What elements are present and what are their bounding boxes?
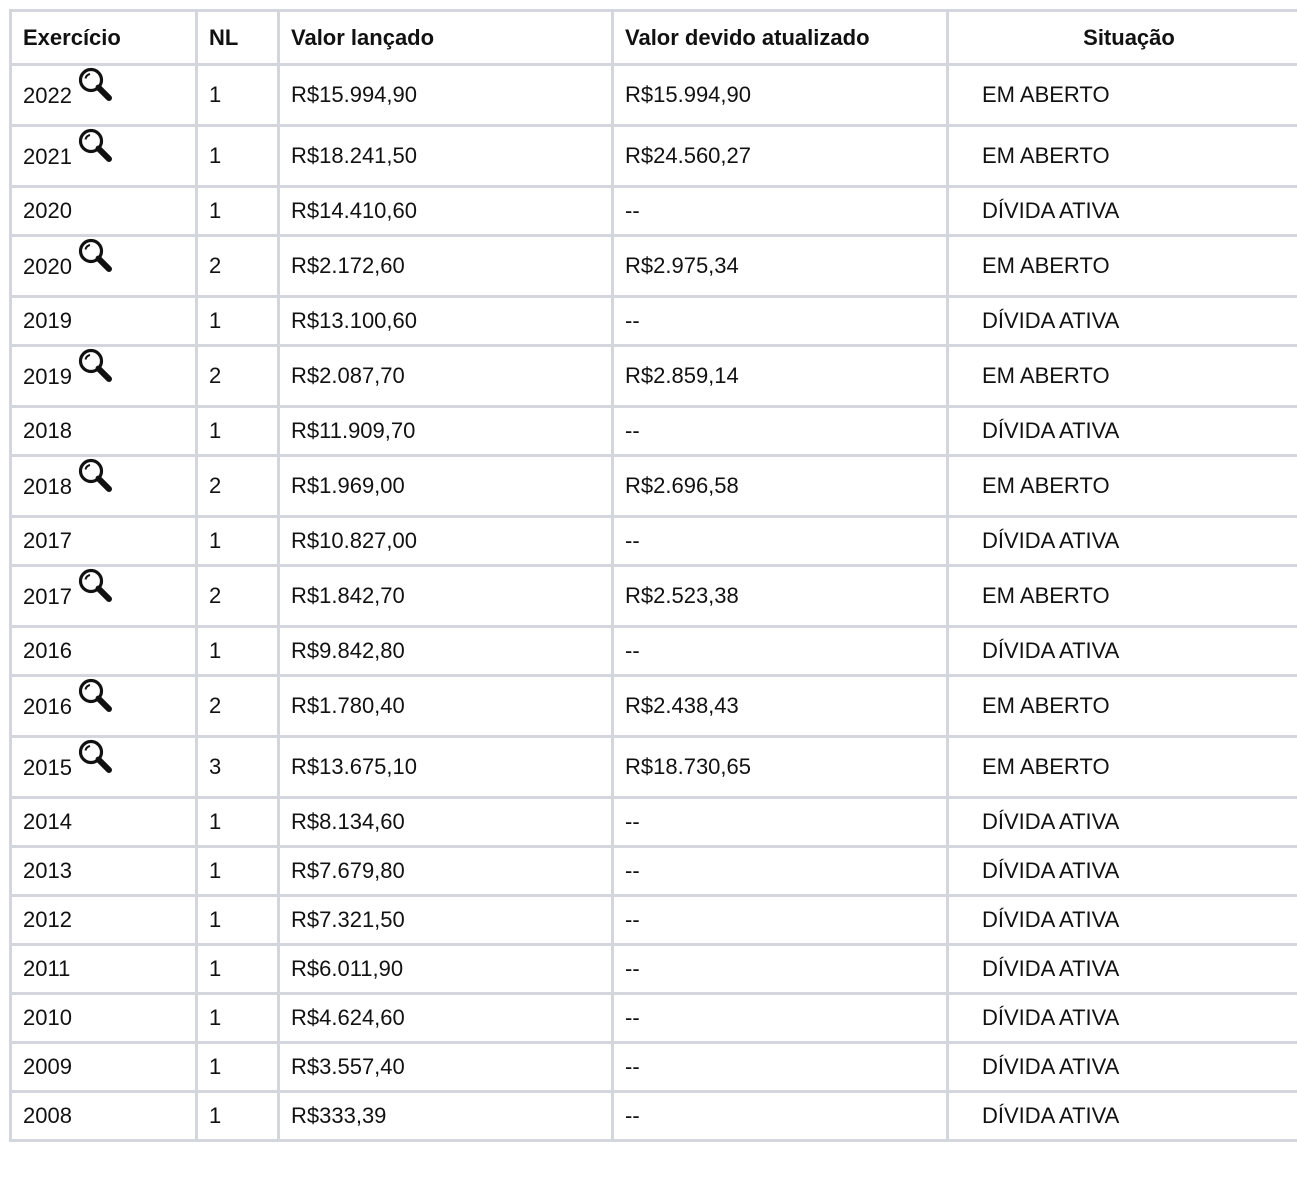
cell-exercicio bbox=[11, 187, 197, 236]
header-nl[interactable]: NL bbox=[197, 11, 279, 65]
cell-valor-devido: -- bbox=[613, 1092, 948, 1141]
table-row bbox=[11, 847, 1297, 896]
cell-nl: 1 bbox=[197, 407, 279, 456]
cell-situacao: DÍVIDA ATIVA bbox=[948, 798, 1297, 847]
cell-valor-devido: -- bbox=[613, 994, 948, 1043]
cell-valor-devido: R$2.859,14 bbox=[613, 346, 948, 407]
cell-exercicio bbox=[11, 945, 197, 994]
table-row bbox=[11, 1043, 1297, 1092]
cell-valor-devido: R$2.975,34 bbox=[613, 236, 948, 297]
cell-valor-lancado: R$8.134,60 bbox=[279, 798, 613, 847]
table-row bbox=[11, 737, 1297, 798]
cell-valor-lancado: R$4.624,60 bbox=[279, 994, 613, 1043]
table-body bbox=[11, 65, 1297, 1141]
cell-valor-lancado: R$1.969,00 bbox=[279, 456, 613, 517]
exercicio-year: 2020 bbox=[23, 254, 72, 279]
exercicio-year: 2014 bbox=[23, 809, 72, 834]
exercicio-year: 2018 bbox=[23, 474, 72, 499]
cell-valor-lancado: R$7.321,50 bbox=[279, 896, 613, 945]
cell-valor-devido: -- bbox=[613, 627, 948, 676]
exercicio-year: 2008 bbox=[23, 1103, 72, 1128]
cell-nl: 1 bbox=[197, 297, 279, 346]
exercicio-year: 2009 bbox=[23, 1054, 72, 1079]
exercicio-year: 2021 bbox=[23, 144, 72, 169]
cell-situacao: DÍVIDA ATIVA bbox=[948, 896, 1297, 945]
table-row bbox=[11, 236, 1297, 297]
cell-valor-devido: -- bbox=[613, 187, 948, 236]
cell-exercicio bbox=[11, 676, 197, 737]
exercicio-year: 2012 bbox=[23, 907, 72, 932]
cell-nl: 1 bbox=[197, 1092, 279, 1141]
cell-situacao: EM ABERTO bbox=[948, 566, 1297, 627]
cell-valor-lancado: R$6.011,90 bbox=[279, 945, 613, 994]
cell-valor-lancado: R$14.410,60 bbox=[279, 187, 613, 236]
cell-valor-devido: -- bbox=[613, 517, 948, 566]
exercicio-year: 2018 bbox=[23, 418, 72, 443]
magnifier-icon[interactable] bbox=[76, 456, 116, 496]
cell-valor-devido: -- bbox=[613, 1043, 948, 1092]
cell-exercicio bbox=[11, 1092, 197, 1141]
cell-exercicio bbox=[11, 297, 197, 346]
table-row bbox=[11, 945, 1297, 994]
header-exercicio[interactable]: Exercício bbox=[11, 11, 197, 65]
cell-valor-devido: R$15.994,90 bbox=[613, 65, 948, 126]
magnifier-icon[interactable] bbox=[76, 236, 116, 276]
exercicio-year: 2022 bbox=[23, 83, 72, 108]
cell-situacao: EM ABERTO bbox=[948, 737, 1297, 798]
cell-nl: 2 bbox=[197, 456, 279, 517]
cell-exercicio bbox=[11, 798, 197, 847]
cell-nl: 1 bbox=[197, 517, 279, 566]
cell-valor-lancado: R$13.100,60 bbox=[279, 297, 613, 346]
cell-exercicio bbox=[11, 627, 197, 676]
cell-valor-lancado: R$3.557,40 bbox=[279, 1043, 613, 1092]
cell-valor-lancado: R$7.679,80 bbox=[279, 847, 613, 896]
header-situacao[interactable]: Situação bbox=[948, 11, 1297, 65]
cell-nl: 1 bbox=[197, 65, 279, 126]
cell-valor-devido: R$24.560,27 bbox=[613, 126, 948, 187]
cell-situacao: DÍVIDA ATIVA bbox=[948, 627, 1297, 676]
cell-exercicio bbox=[11, 517, 197, 566]
exercicio-year: 2016 bbox=[23, 694, 72, 719]
table-row bbox=[11, 627, 1297, 676]
table-row bbox=[11, 126, 1297, 187]
header-valor-devido[interactable]: Valor devido atualizado bbox=[613, 11, 948, 65]
cell-exercicio bbox=[11, 407, 197, 456]
table-row bbox=[11, 566, 1297, 627]
cell-situacao: EM ABERTO bbox=[948, 456, 1297, 517]
table-row bbox=[11, 896, 1297, 945]
cell-nl: 2 bbox=[197, 346, 279, 407]
cell-valor-devido: R$2.438,43 bbox=[613, 676, 948, 737]
cell-exercicio bbox=[11, 847, 197, 896]
cell-situacao: DÍVIDA ATIVA bbox=[948, 994, 1297, 1043]
cell-valor-devido: R$18.730,65 bbox=[613, 737, 948, 798]
cell-exercicio bbox=[11, 456, 197, 517]
exercicio-year: 2010 bbox=[23, 1005, 72, 1030]
cell-exercicio bbox=[11, 566, 197, 627]
table-row bbox=[11, 297, 1297, 346]
exercicio-year: 2020 bbox=[23, 198, 72, 223]
exercicio-year: 2017 bbox=[23, 528, 72, 553]
cell-exercicio bbox=[11, 994, 197, 1043]
cell-exercicio bbox=[11, 236, 197, 297]
cell-exercicio bbox=[11, 737, 197, 798]
cell-nl: 1 bbox=[197, 187, 279, 236]
cell-nl: 1 bbox=[197, 126, 279, 187]
table-row bbox=[11, 407, 1297, 456]
cell-valor-lancado: R$1.842,70 bbox=[279, 566, 613, 627]
cell-valor-devido: -- bbox=[613, 945, 948, 994]
table-row bbox=[11, 798, 1297, 847]
table-row bbox=[11, 676, 1297, 737]
magnifier-icon[interactable] bbox=[76, 737, 116, 777]
magnifier-icon[interactable] bbox=[76, 676, 116, 716]
cell-nl: 2 bbox=[197, 676, 279, 737]
exercicio-year: 2015 bbox=[23, 755, 72, 780]
cell-valor-devido: -- bbox=[613, 798, 948, 847]
exercicio-year: 2013 bbox=[23, 858, 72, 883]
table-row bbox=[11, 1092, 1297, 1141]
cell-nl: 1 bbox=[197, 1043, 279, 1092]
cell-valor-devido: R$2.696,58 bbox=[613, 456, 948, 517]
cell-nl: 1 bbox=[197, 945, 279, 994]
cell-valor-lancado: R$333,39 bbox=[279, 1092, 613, 1141]
exercicio-year: 2019 bbox=[23, 308, 72, 333]
exercicio-year: 2017 bbox=[23, 584, 72, 609]
tax-table-container bbox=[9, 9, 1297, 1142]
cell-valor-lancado: R$9.842,80 bbox=[279, 627, 613, 676]
cell-situacao: DÍVIDA ATIVA bbox=[948, 187, 1297, 236]
header-row bbox=[11, 11, 1297, 65]
cell-valor-lancado: R$15.994,90 bbox=[279, 65, 613, 126]
cell-valor-devido: -- bbox=[613, 407, 948, 456]
cell-exercicio bbox=[11, 1043, 197, 1092]
cell-situacao: DÍVIDA ATIVA bbox=[948, 1043, 1297, 1092]
table-row bbox=[11, 456, 1297, 517]
table-row bbox=[11, 517, 1297, 566]
cell-nl: 1 bbox=[197, 798, 279, 847]
cell-valor-devido: -- bbox=[613, 297, 948, 346]
table-row bbox=[11, 187, 1297, 236]
exercicio-year: 2016 bbox=[23, 638, 72, 663]
cell-valor-lancado: R$13.675,10 bbox=[279, 737, 613, 798]
cell-situacao: DÍVIDA ATIVA bbox=[948, 1092, 1297, 1141]
cell-nl: 1 bbox=[197, 847, 279, 896]
cell-situacao: DÍVIDA ATIVA bbox=[948, 297, 1297, 346]
cell-situacao: EM ABERTO bbox=[948, 236, 1297, 297]
table-row bbox=[11, 346, 1297, 407]
cell-valor-devido: R$2.523,38 bbox=[613, 566, 948, 627]
cell-situacao: DÍVIDA ATIVA bbox=[948, 847, 1297, 896]
cell-valor-devido: -- bbox=[613, 896, 948, 945]
cell-nl: 1 bbox=[197, 994, 279, 1043]
cell-exercicio bbox=[11, 346, 197, 407]
magnifier-icon[interactable] bbox=[76, 65, 116, 105]
magnifier-icon[interactable] bbox=[76, 346, 116, 386]
cell-situacao: DÍVIDA ATIVA bbox=[948, 945, 1297, 994]
cell-nl: 2 bbox=[197, 566, 279, 627]
table-row bbox=[11, 994, 1297, 1043]
header-valor-lancado[interactable]: Valor lançado bbox=[279, 11, 613, 65]
tax-table bbox=[9, 9, 1297, 1142]
cell-exercicio bbox=[11, 126, 197, 187]
cell-valor-lancado: R$18.241,50 bbox=[279, 126, 613, 187]
cell-nl: 1 bbox=[197, 627, 279, 676]
cell-exercicio bbox=[11, 65, 197, 126]
cell-valor-lancado: R$2.087,70 bbox=[279, 346, 613, 407]
table-row bbox=[11, 65, 1297, 126]
cell-situacao: EM ABERTO bbox=[948, 126, 1297, 187]
exercicio-year: 2019 bbox=[23, 364, 72, 389]
cell-situacao: EM ABERTO bbox=[948, 346, 1297, 407]
magnifier-icon[interactable] bbox=[76, 126, 116, 166]
exercicio-year: 2011 bbox=[23, 956, 71, 981]
magnifier-icon[interactable] bbox=[76, 566, 116, 606]
cell-valor-lancado: R$10.827,00 bbox=[279, 517, 613, 566]
cell-nl: 2 bbox=[197, 236, 279, 297]
cell-valor-lancado: R$11.909,70 bbox=[279, 407, 613, 456]
cell-nl: 1 bbox=[197, 896, 279, 945]
cell-nl: 3 bbox=[197, 737, 279, 798]
table-header bbox=[11, 11, 1297, 65]
cell-situacao: DÍVIDA ATIVA bbox=[948, 517, 1297, 566]
cell-situacao: EM ABERTO bbox=[948, 676, 1297, 737]
cell-exercicio bbox=[11, 896, 197, 945]
cell-valor-lancado: R$2.172,60 bbox=[279, 236, 613, 297]
cell-situacao: DÍVIDA ATIVA bbox=[948, 407, 1297, 456]
cell-valor-devido: -- bbox=[613, 847, 948, 896]
cell-situacao: EM ABERTO bbox=[948, 65, 1297, 126]
cell-valor-lancado: R$1.780,40 bbox=[279, 676, 613, 737]
